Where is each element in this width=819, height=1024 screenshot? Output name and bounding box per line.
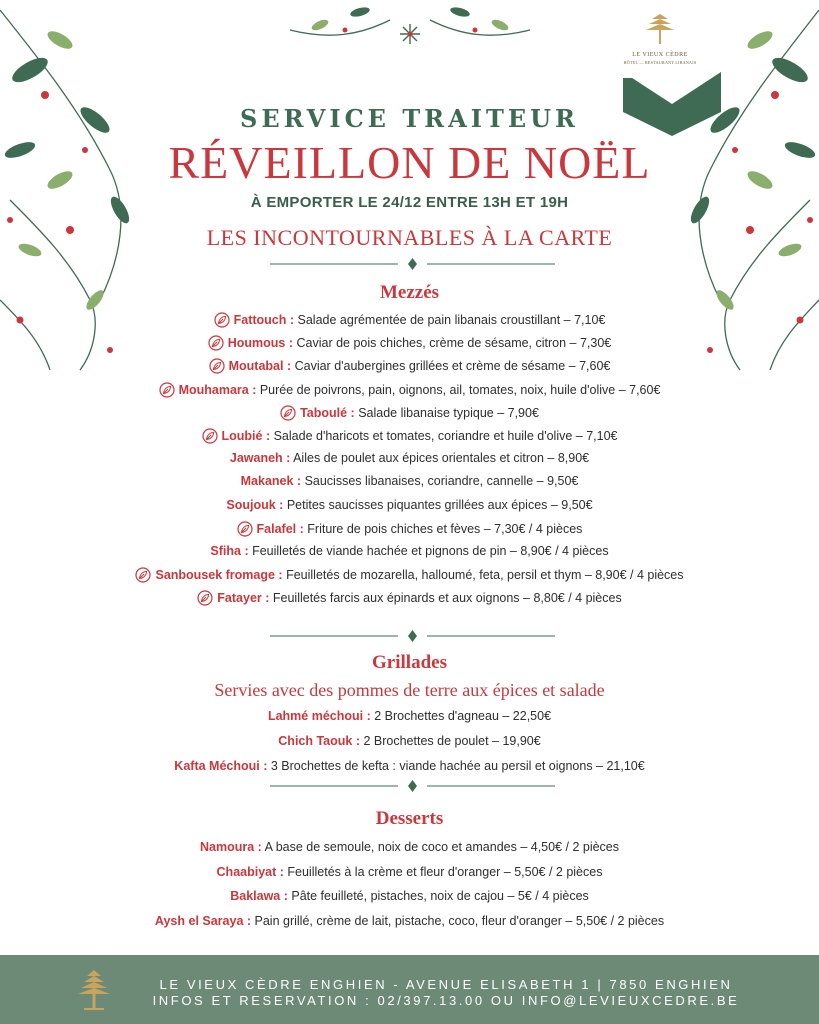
dish-description: Saucisses libanaises, coriandre, cannelle – 9,50€: [301, 474, 579, 489]
menu-item: [0, 544, 819, 558]
dish-name: Sanbousek fromage :: [155, 568, 283, 583]
dish-description: Feuilletés farcis aux épinards et aux oignons – 8,80€ / 4 pièces: [269, 591, 622, 606]
menu-item: [0, 840, 819, 854]
dish-name: Aysh el Saraya :: [154, 913, 252, 928]
menu-item: [0, 914, 819, 928]
vegetarian-leaf-icon: [214, 312, 230, 328]
ornament-divider: [270, 780, 555, 792]
logo-name: LE VIEUX CÈDRE: [632, 52, 688, 58]
dish-name: Fatayer :: [217, 591, 270, 606]
dish-description: Feuilletés de mozarella, halloumé, feta, persil et thym – 8,90€ / 4 pièces: [282, 568, 684, 583]
dish-name: Mouhamara :: [178, 382, 257, 397]
vegetarian-leaf-icon: [280, 405, 296, 421]
dish-description: 3 Brochettes de kefta : viande hachée au persil et oignons – 21,10€: [267, 759, 645, 773]
dish-name: Taboulé :: [300, 405, 355, 420]
dish-description: Salade d'haricots et tomates, coriandre et huile d'olive – 7,10€: [270, 429, 618, 443]
pickup-info: À EMPORTER LE 24/12 ENTRE 13H ET 19H: [250, 194, 569, 211]
reveillon-title: RÉVEILLON DE NOËL: [168, 137, 651, 188]
menu-item: [0, 428, 819, 444]
dish-name: Sfiha :: [210, 544, 249, 558]
menu-item: [0, 335, 819, 351]
ornament-divider: [270, 258, 555, 270]
dish-name: Houmous :: [227, 336, 294, 351]
dish-name: Kafta Méchoui :: [174, 759, 268, 773]
dish-description: Purée de poivrons, pain, oignons, ail, tomates, noix, huile d'olive – 7,60€: [256, 382, 661, 397]
logo-subtitle: HÔTEL — RESTAURANT LIBANAIS: [623, 60, 697, 65]
menu-item: [0, 759, 819, 773]
ornament-divider: [270, 630, 555, 642]
menu-item: [0, 521, 819, 537]
menu-item: [0, 382, 819, 398]
footer-address: LE VIEUX CÈDRE ENGHIEN - AVENUE ELISABETH 1 | 7850 ENGHIEN: [159, 977, 733, 992]
dish-description: Salade agrémentée de pain libanais croustillant – 7,10€: [294, 313, 606, 327]
menu-item: [0, 865, 819, 879]
menu-item: [0, 405, 819, 421]
dish-name: Chaabiyat :: [216, 864, 284, 879]
dish-description: Pâte feuilleté, pistaches, noix de cajou – 5€ / 4 pièces: [287, 889, 589, 903]
vegetarian-leaf-icon: [135, 567, 151, 583]
dish-name: Loubié :: [221, 429, 271, 443]
dish-description: Friture de pois chiches et fèves – 7,30€ / 4 pièces: [303, 521, 583, 536]
dish-description: Feuilletés à la crème et fleur d'oranger – 5,50€ / 2 pièces: [283, 864, 603, 879]
menu-item: [0, 498, 819, 512]
grillades-subtitle: Servies avec des pommes de terre aux épices et salade: [214, 680, 605, 700]
vegetarian-leaf-icon: [237, 521, 253, 537]
vegetarian-leaf-icon: [197, 590, 213, 606]
menu-item: [0, 734, 819, 748]
dish-name: Namoura :: [199, 840, 262, 854]
menu-item: [0, 312, 819, 328]
menu-item: [0, 567, 819, 583]
vegetarian-leaf-icon: [159, 382, 175, 398]
dish-description: Caviar d'aubergines grillées et crème de sésame – 7,60€: [291, 359, 611, 374]
dish-name: Jawaneh :: [229, 451, 291, 466]
dish-name: Soujouk :: [226, 497, 284, 512]
dish-description: Pain grillé, crème de lait, pistache, coco, fleur d'oranger – 5,50€ / 2 pièces: [251, 913, 665, 928]
dish-name: Moutabal :: [228, 359, 292, 374]
incontournables-heading: LES INCONTOURNABLES À LA CARTE: [206, 225, 613, 250]
vegetarian-leaf-icon: [202, 428, 218, 444]
menu-item: [0, 358, 819, 374]
cedar-logo-icon: [76, 964, 112, 1016]
section-title-desserts: Desserts: [375, 808, 444, 829]
service-traiteur-heading: SERVICE TRAITEUR: [240, 104, 579, 133]
dish-description: Salade libanaise typique – 7,90€: [354, 405, 539, 420]
dish-name: Falafel :: [256, 521, 304, 536]
dish-description: Petites saucisses piquantes grillées aux épices – 9,50€: [283, 497, 593, 512]
dish-description: 2 Brochettes d'agneau – 22,50€: [370, 709, 552, 723]
dish-name: Chich Taouk :: [278, 734, 360, 748]
logo-text: [623, 52, 697, 65]
footer-contact: INFOS ET RESERVATION : 02/397.13.00 OU INFO@LEVIEUXCEDRE.BE: [152, 993, 740, 1008]
section-title-grillades: Grillades: [372, 652, 447, 673]
menu-item: [0, 889, 819, 903]
menu-item: [0, 709, 819, 723]
section-title-mezzes: Mezzés: [379, 282, 440, 303]
dish-name: Makanek :: [240, 474, 302, 489]
dish-description: A base de semoule, noix de coco et amandes – 4,50€ / 2 pièces: [261, 840, 619, 854]
dish-description: 2 Brochettes de poulet – 19,90€: [360, 734, 541, 748]
dish-description: Ailes de poulet aux épices orientales et citron – 8,90€: [290, 451, 590, 466]
vegetarian-leaf-icon: [209, 358, 225, 374]
vegetarian-leaf-icon: [208, 335, 224, 351]
dish-name: Baklawa :: [230, 889, 288, 903]
dish-description: Feuilletés de viande hachée et pignons de pin – 8,90€ / 4 pièces: [248, 544, 609, 558]
dish-name: Lahmé méchoui :: [267, 709, 371, 723]
dish-name: Fattouch :: [233, 313, 295, 327]
dish-description: Caviar de pois chiches, crème de sésame, citron – 7,30€: [293, 336, 612, 351]
menu-item: [0, 474, 819, 488]
menu-item: [0, 590, 819, 606]
menu-item: [0, 451, 819, 465]
